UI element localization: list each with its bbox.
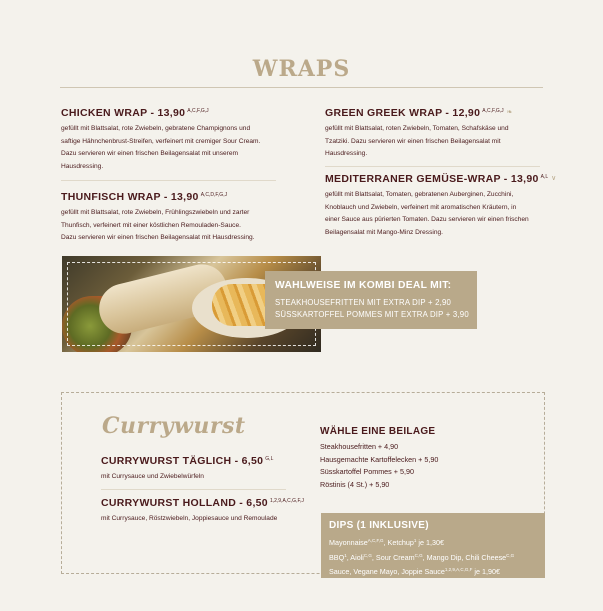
allergen-codes: A,C,F,G,J <box>482 108 504 114</box>
vegan-icon: ∨ <box>551 175 557 182</box>
item-divider <box>325 166 540 167</box>
kombi-option: SÜSSKARTOFFEL POMMES MIT EXTRA DIP + 3,90 <box>275 310 469 319</box>
beilage-title: WÄHLE EINE BEILAGE <box>320 426 436 437</box>
item-title: CURRYWURST TÄGLICH - 6,50 <box>101 455 264 467</box>
beilage-list <box>320 441 438 491</box>
section-title: WRAPS <box>252 56 351 82</box>
item-description: gefüllt mit Blattsalat, rote Zwiebeln, Frühlingszwiebeln und zarter Thunfisch, verfeinert mit einer köstlichen Remouladen-Sauce. Dazu servieren wir einen frischen Beilagensalat mit Hausdressing. <box>61 209 255 242</box>
menu-item-chicken-wrap <box>61 107 291 173</box>
currywurst-heading: Currywurst <box>102 413 246 439</box>
list-item: Röstinis (4 St.) + 5,90 <box>320 479 390 489</box>
item-title: THUNFISCH WRAP - 13,90 <box>61 191 199 203</box>
dips-list: Mayonnaise$^{A,C,F,G}$, Ketchup$^1$ je 1,30€ BBQ$^1$, Aioli$^{C,G}$, Sour Cream$^{C,G}$, Mango Dip, Chili Cheese$^{C,G}$ Sauce, Vegane Mayo, Joppie Sauce$^{1,2,9,A,C,G,F}$ je 1,90€ <box>329 538 515 577</box>
menu-item-currywurst-taeglich <box>101 455 301 484</box>
leaf-icon: ❧ <box>506 109 513 116</box>
allergen-codes: A,C,F,G,J <box>187 108 209 114</box>
allergen-codes: A,L <box>540 174 549 180</box>
kombi-option: STEAKHOUSEFRITTEN MIT EXTRA DIP + 2,90 <box>275 298 452 307</box>
dips-box <box>321 513 545 578</box>
list-item: Hausgemachte Kartoffelecken + 5,90 <box>320 454 439 464</box>
allergen-codes: G,L <box>265 456 274 462</box>
title-divider <box>60 87 543 88</box>
menu-item-mediterraner-wrap <box>325 173 557 239</box>
kombi-title: WAHLWEISE IM KOMBI DEAL MIT: <box>275 280 452 291</box>
item-description: gefüllt mit Blattsalat, rote Zwiebeln, gebratene Champignons und saftige Hähnchenbrust-Streifen, verfeinert mit cremiger Sour Cream. Dazu servieren wir einen frischen Beilagensalat mit unserem Hausdressing. <box>61 125 261 170</box>
menu-item-currywurst-holland <box>101 497 321 526</box>
item-title: CHICKEN WRAP - 13,90 <box>61 107 186 119</box>
item-title: MEDITERRANER GEMÜSE-WRAP - 13,90 <box>325 173 539 185</box>
allergen-codes: A,C,D,F,G,J <box>200 192 228 198</box>
item-description: gefüllt mit Blattsalat, roten Zwiebeln, Tomaten, Schafskäse und Tzatziki. Dazu servieren wir einen frischen Beilagensalat mit Hausdressing. <box>325 125 509 158</box>
list-item: Süsskartoffel Pommes + 5,90 <box>320 467 414 477</box>
allergen-codes: 1,2,9,A,C,G,F,J <box>269 498 304 504</box>
item-divider <box>101 489 286 490</box>
item-title: CURRYWURST HOLLAND - 6,50 <box>101 497 268 509</box>
item-title: GREEN GREEK WRAP - 12,90 <box>325 107 481 119</box>
list-item: Steakhousefritten + 4,90 <box>320 442 399 451</box>
kombi-deal-box <box>265 271 477 329</box>
menu-item-thunfisch-wrap <box>61 191 291 245</box>
item-description: mit Currysauce und Zwiebelwürfeln <box>101 473 204 480</box>
item-divider <box>61 180 276 181</box>
item-description: gefüllt mit Blattsalat, Tomaten, gebratenen Auberginen, Zucchini, Knoblauch und Zwiebeln, verfeinert mit aromatischen Kräutern, in einer Sauce aus pürierten Tomaten. Dazu servieren wir einen frischen Beilagensalat mit Mango-Minz Dressing. <box>325 191 529 236</box>
dips-title: DIPS (1 INKLUSIVE) <box>329 520 429 531</box>
item-description: mit Currysauce, Röstzwiebeln, Joppiesauce und Remoulade <box>101 515 278 522</box>
menu-item-green-greek-wrap <box>325 107 550 161</box>
